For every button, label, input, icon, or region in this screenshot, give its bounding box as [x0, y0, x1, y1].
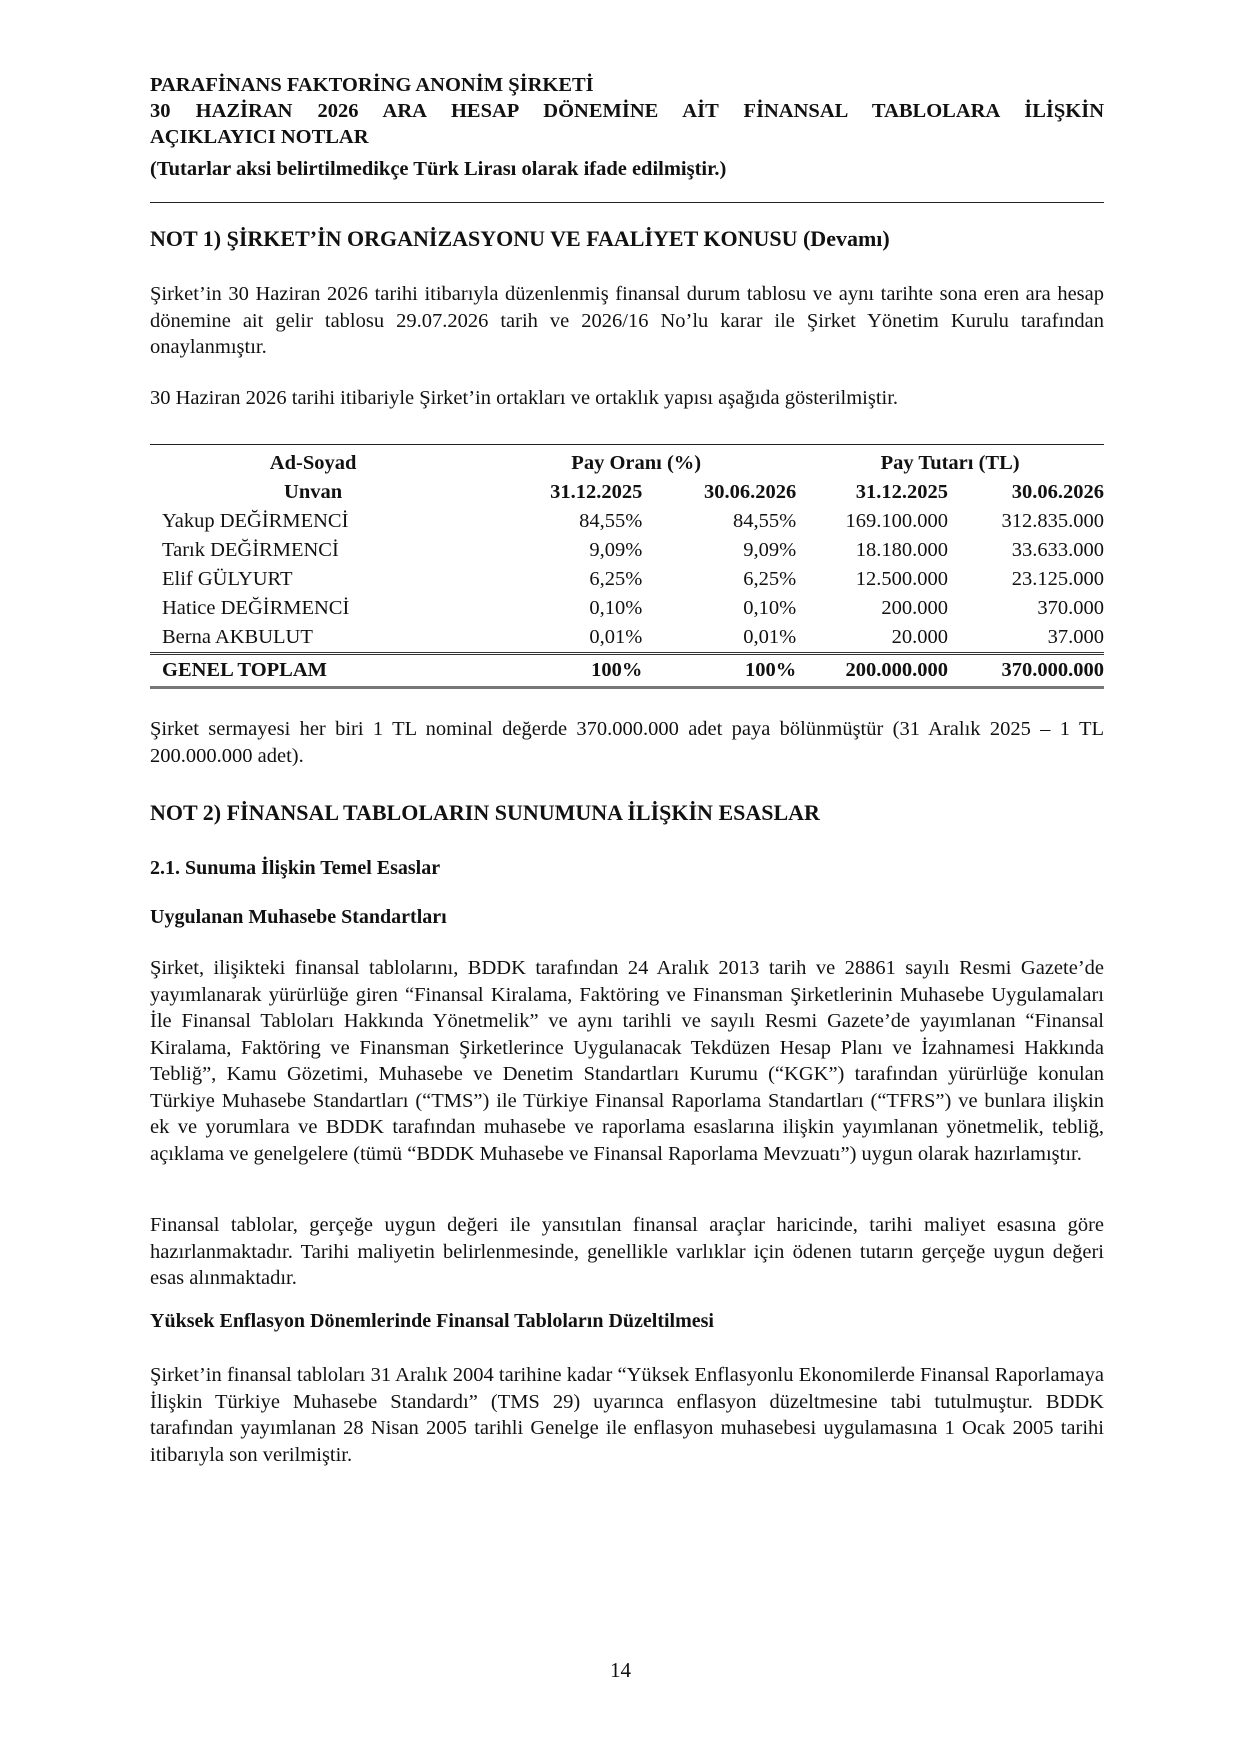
- shareholder-name: Hatice DEĞİRMENCİ: [162, 597, 350, 619]
- table-header-row-2: [150, 478, 1104, 507]
- shareholder-name: Tarık DEĞİRMENCİ: [162, 539, 339, 561]
- share-ratio: 0,01%: [589, 626, 643, 648]
- share-ratio: 9,09%: [743, 539, 797, 561]
- table-header-row-1: [150, 445, 1104, 479]
- header-title-line1: 30 HAZİRAN 2026 ARA HESAP DÖNEMİNE AİT FİNANSAL TABLOLARA İLİŞKİN: [150, 100, 1104, 122]
- share-amount: 12.500.000: [855, 568, 949, 590]
- col-title-header: Unvan: [284, 481, 343, 503]
- share-ratio: 84,55%: [733, 510, 797, 532]
- table-total-row: [150, 654, 1104, 688]
- section-2-1-heading: 2.1. Sunuma İlişkin Temel Esaslar: [150, 857, 441, 879]
- shareholder-name: Elif GÜLYURT: [162, 568, 293, 590]
- total-label: GENEL TOPLAM: [150, 654, 476, 688]
- table-row: [150, 507, 1104, 536]
- date-header: 31.12.2025: [855, 481, 949, 503]
- shareholder-table: [150, 444, 1104, 689]
- note2-paragraph-1: Şirket, ilişikteki finansal tablolarını, BDDK tarafından 24 Aralık 2013 tarih ve 28861 sayılı Resmi Gazete’de yayımlanarak yürürlüğe giren “Finansal Kiralama, Faktöring ve Finansman Şirketlerinin Muhasebe Uygulamaları İle Finansal Tabloları Hakkında Yönetmelik” ve aynı tarihli ve sayılı Resmi Gazete’de yayımlanan “Finansal Kiralama, Faktöring ve Finansman Şirketlerince Uygulanacak Tekdüzen Hesap Planı ve İzahnamesi Hakkında Tebliğ”, Kamu Gözetimi, Muhasebe ve Denetim Standartları Kurumu (“KGK”) tarafından yürürlüğe konulan Türkiye Muhasebe Standartları (“TMS”) ile Türkiye Finansal Raporlama Standartları (“TFRS”) ve bunlara ilişkin ek ve yorumlara ve BDDK tarafından muhasebe ve raporlama esaslarına ilişkin yayımlanan yönetmelik, tebliğ, açıklama ve genelgelere (tümü “BDDK Muhasebe ve Finansal Raporlama Mevzuatı”) uygun olarak hazırlamıştır.: [150, 957, 1104, 1165]
- table-row: [150, 594, 1104, 623]
- total-amount: 370.000.000: [948, 654, 1104, 688]
- currency-note: (Tutarlar aksi belirtilmedikçe Türk Lirası olarak ifade edilmiştir.): [150, 158, 727, 180]
- total-ratio: 100%: [642, 654, 796, 688]
- share-ratio: 84,55%: [579, 510, 643, 532]
- col-share-ratio-header: Pay Oranı (%): [476, 445, 796, 479]
- share-amount: 169.100.000: [845, 510, 949, 532]
- table-row: [150, 623, 1104, 654]
- note2-paragraph-3: Şirket’in finansal tabloları 31 Aralık 2004 tarihine kadar “Yüksek Enflasyonlu Ekonomilerde Finansal Raporlamaya İlişkin Türkiye Muhasebe Standardı” (TMS 29) uyarınca enflasyon düzeltmesine tabi tutulmuştur. BDDK tarafından yayımlanan 28 Nisan 2005 tarihli Genelge ile enflasyon muhasebesi uygulamasına 1 Ocak 2005 tarihi itibarıyla son verilmiştir.: [150, 1364, 1104, 1466]
- share-amount: 33.633.000: [1011, 539, 1104, 561]
- date-header: 31.12.2025: [550, 481, 643, 503]
- col-share-amount-header: Pay Tutarı (TL): [796, 445, 1104, 479]
- shareholder-name: Yakup DEĞİRMENCİ: [162, 510, 349, 532]
- header-title-line2: AÇIKLAYICI NOTLAR: [150, 126, 369, 148]
- share-amount: 23.125.000: [1011, 568, 1104, 590]
- company-name: PARAFİNANS FAKTORİNG ANONİM ŞİRKETİ: [150, 74, 594, 96]
- col-name-header: Ad-Soyad: [150, 445, 476, 479]
- share-ratio: 0,10%: [743, 597, 797, 619]
- note1-paragraph-1: Şirket’in 30 Haziran 2026 tarihi itibarıyla düzenlenmiş finansal durum tablosu ve aynı tarihte sona eren ara hesap dönemine ait gelir tablosu 29.07.2026 tarih ve 2026/16 No’lu karar ile Şirket Yönetim Kurulu tarafından onaylanmıştır.: [150, 283, 1104, 358]
- note2-paragraph-2: Finansal tablolar, gerçeğe uygun değeri ile yansıtılan finansal araçlar haricinde, tarihi maliyet esasına göre hazırlanmaktadır. Tarihi maliyetin belirlenmesinde, genellikle varlıklar için ödenen tutarın gerçeğe uygun değeri esas alınmaktadır.: [150, 1214, 1104, 1289]
- shareholder-name: Berna AKBULUT: [162, 626, 313, 648]
- table-row: [150, 565, 1104, 594]
- share-amount: 20.000: [891, 626, 949, 648]
- share-ratio: 6,25%: [589, 568, 643, 590]
- total-ratio: 100%: [476, 654, 642, 688]
- share-ratio: 6,25%: [743, 568, 797, 590]
- date-header: 30.06.2026: [703, 481, 797, 503]
- note2-heading: NOT 2) FİNANSAL TABLOLARIN SUNUMUNA İLİŞKİN ESASLAR: [150, 800, 820, 825]
- share-amount: 200.000: [881, 597, 949, 619]
- share-amount: 370.000: [1037, 597, 1104, 619]
- share-ratio: 9,09%: [589, 539, 643, 561]
- share-ratio: 0,10%: [589, 597, 643, 619]
- accounting-standards-heading: Uygulanan Muhasebe Standartları: [150, 906, 447, 928]
- share-amount: 18.180.000: [855, 539, 949, 561]
- hyperinflation-heading: Yüksek Enflasyon Dönemlerinde Finansal Tabloların Düzeltilmesi: [150, 1310, 714, 1332]
- page-number: 14: [610, 1658, 631, 1682]
- share-amount: 312.835.000: [1001, 510, 1104, 532]
- share-ratio: 0,01%: [743, 626, 797, 648]
- date-header: 30.06.2026: [1011, 481, 1104, 503]
- running-header: [150, 72, 1104, 182]
- note1-paragraph-2: 30 Haziran 2026 tarihi itibariyle Şirket’in ortakları ve ortaklık yapısı aşağıda gösterilmiştir.: [150, 387, 899, 409]
- note1-paragraph-3: Şirket sermayesi her biri 1 TL nominal değerde 370.000.000 adet paya bölünmüştür (31 Aralık 2025 – 1 TL 200.000.000 adet).: [150, 718, 1104, 767]
- total-amount: 200.000.000: [796, 654, 948, 688]
- share-amount: 37.000: [1047, 626, 1104, 648]
- note1-heading: NOT 1) ŞİRKET’İN ORGANİZASYONU VE FAALİYET KONUSU (Devamı): [150, 226, 890, 251]
- header-divider: [150, 202, 1104, 203]
- table-row: [150, 536, 1104, 565]
